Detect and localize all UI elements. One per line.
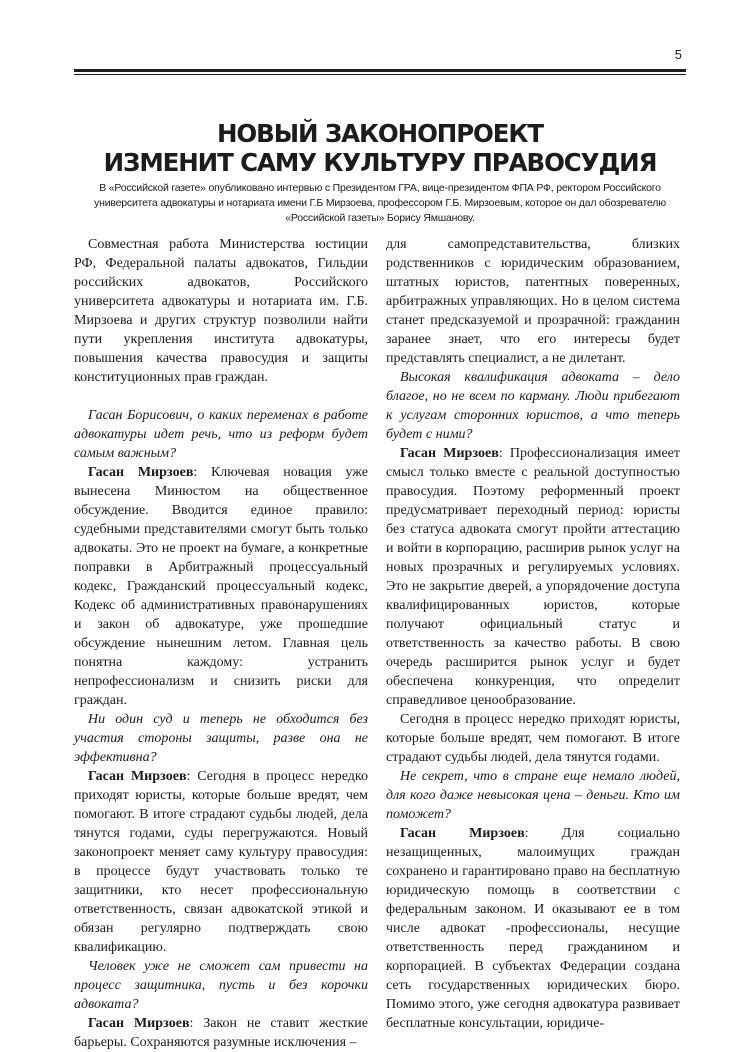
speaker-name: Гасан Мирзоев (400, 826, 525, 841)
answer-1-text: : Ключевая новация уже вынесена Минюстом на общественное обсуждение. Вводится единое правило: судебными представителями смогут быть только адвокаты. Это не проект на бумаге, а конкретные поправки в Арбитражный процессуальный кодекс, Гражданский процессуальный кодекс, Кодекс об административных правонарушениях и закон об адвокатуре, уже прошедшие обсуждение нынешним летом. Главная цель понятна каждому: устранить непрофессионализм и снизить риски для граждан. (74, 465, 368, 708)
intro-paragraph: Совместная работа Министерства юстиции РФ, Федеральной палаты адвокатов, Гильдии российских адвокатов, Российского университета адвокатуры и нотариата им. Г.Б. Мирзоева и других структур позволили найти пути укрепления института адвокатуры, повышения качества правосудия и защиты конституционных прав граждан. (74, 237, 368, 385)
continued-paragraph: для самопредставительства, близких родственников с юридическим образованием, штатных юристов, патентных поверенных, арбитражных управляющих. Но в целом система станет предсказуемой и прозрачной: гражданин заранее знает, что его интересы будет представлять специалист, а не дилетант. (386, 237, 680, 366)
paragraph-courts: Сегодня в процесс нередко приходят юристы, которые больше вредят, чем помогают. В итоге страдают судьбы людей, дела тянутся годами. (386, 712, 680, 765)
left-column (74, 235, 368, 1052)
header-rule-thick (74, 69, 686, 72)
header-rule-thin (74, 74, 686, 75)
answer-3 (74, 1014, 368, 1052)
title-line-2: ИЗМЕНИТ САМУ КУЛЬТУРУ ПРАВОСУДИЯ (103, 148, 657, 177)
answer-3-text: : Закон не ставит жесткие барьеры. Сохраняются разумные исключения – (74, 1016, 368, 1050)
page-number: 5 (674, 47, 682, 62)
question-2: Ни один суд и теперь не обходится без участия стороны защиты, разве она не эффективна? (74, 712, 368, 765)
answer-5 (386, 824, 680, 1033)
answer-2-text: : Сегодня в процесс нередко приходят юристы, которые больше вредят, чем помогают. В итоге страдают судьбы людей, дела тянутся годами, суды перегружаются. Новый законопроект меняет саму культуру правосудия: в процессе будут участвовать только те защитники, кто несет профессиональную ответственность, связан адвокатской этикой и обязан регулярно подтверждать свою квалификацию. (74, 769, 368, 955)
article-lead: В «Российской газете» опубликовано интервью с Президентом ГРА, вице-президентом ФПА РФ, ректором Российского университета адвокатуры и нотариата имени Г.Б Мирзоева, профессором Г.Б. Мирзоевым, которое он дал обозревателю «Российской газеты» Борису Ямшанову. (94, 182, 666, 224)
speaker-name: Гасан Мирзоев (88, 465, 194, 480)
answer-1 (74, 463, 368, 710)
right-column (386, 235, 680, 1033)
question-5: Не секрет, что в стране еще немало людей, для кого даже невысокая цена – деньги. Кто им поможет? (386, 769, 680, 822)
answer-5-text: : Для социально незащищенных, малоимущих граждан сохранено и гарантировано право на бесплатную юридическую помощь в соответствии с федеральным законом. И оказывают ее в том числе адвокат -профессионалы, несущие ответственность перед гражданином и корпорацией. В субъектах Федерации создана сеть государственных юридических бюро. Помимо этого, уже сегодня адвокатура развивает бесплатные консультации, юридиче- (386, 826, 680, 1031)
speaker-name: Гасан Мирзоев (88, 1016, 190, 1031)
question-3: Человек уже не сможет сам привести на процесс защитника, пусть и без корочки адвоката? (74, 959, 368, 1012)
title-line-1: НОВЫЙ ЗАКОНОПРОЕКТ (217, 119, 543, 148)
speaker-name: Гасан Мирзоев (400, 446, 499, 461)
speaker-name: Гасан Мирзоев (88, 769, 187, 784)
question-1: Гасан Борисович, о каких переменах в работе адвокатуры идет речь, что из реформ будет самым важным? (74, 408, 368, 461)
article-title (74, 119, 686, 177)
question-4: Высокая квалификация адвоката – дело благое, но не всем по карману. Люди прибегают к услугам сторонних юристов, а что теперь будет с ними? (386, 370, 680, 442)
answer-4 (386, 444, 680, 710)
answer-4-text: : Профессионализация имеет смысл только вместе с реальной доступностью правосудия. Поэтому реформенный проект предусматривает переходный период: юристы без статуса адвоката смогут пройти аттестацию и войти в корпорацию, расширив рынок услуг на новых прозрачных и регулируемых условиях. Это не закрытие дверей, а упорядочение доступа квалифицированных юристов, которые получают официальный статус и ответственность за качество работы. В свою очередь расширится рынок услуг и будет обеспечена конкуренция, что определит справедливое ценообразование. (386, 446, 680, 708)
answer-2 (74, 767, 368, 957)
